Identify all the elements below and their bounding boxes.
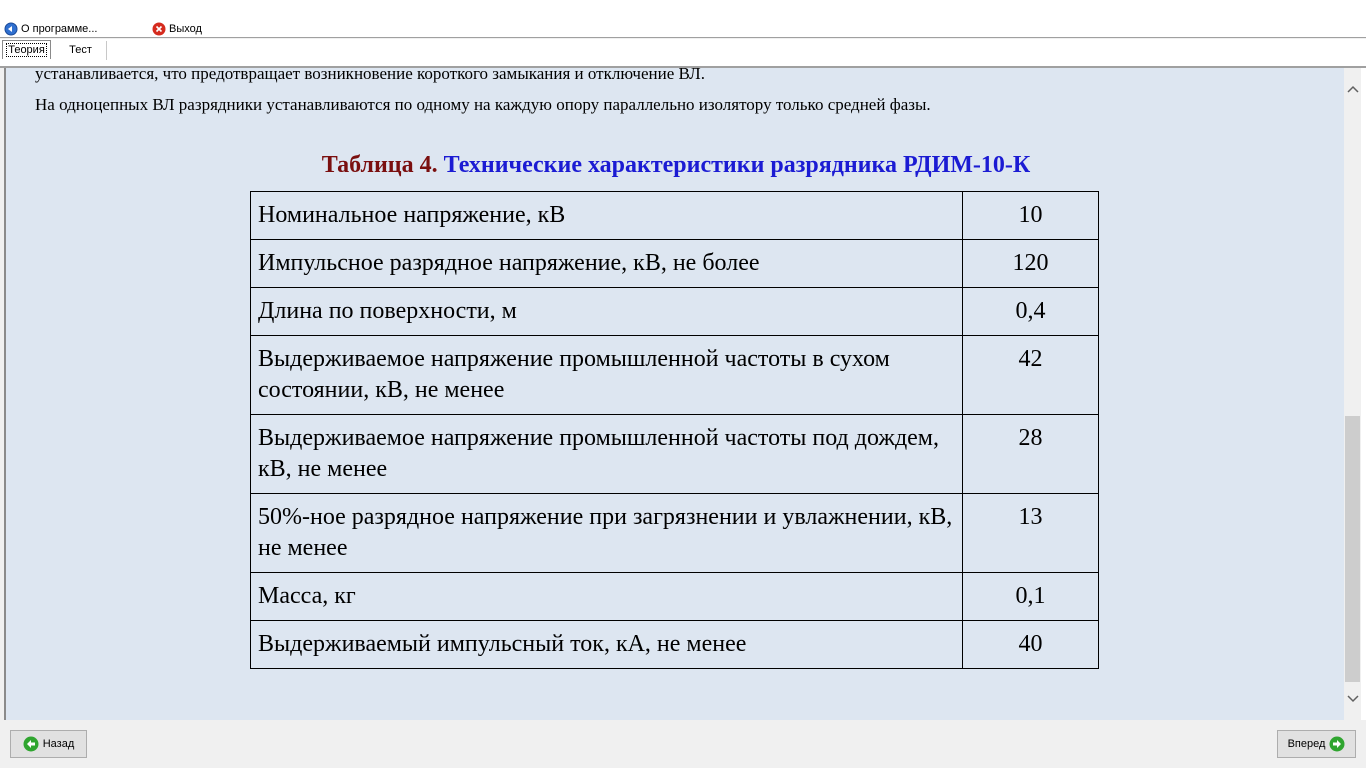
menu-bar: [0, 0, 1366, 38]
specs-table: [250, 191, 1099, 669]
table-cell-name: 50%-ное разрядное напряжение при загрязнении и увлажнении, кВ, не менее: [251, 494, 963, 573]
table-cell-value: 0,4: [963, 288, 1099, 336]
forward-button-label: Вперед: [1287, 738, 1326, 750]
scroll-up-button[interactable]: [1344, 80, 1361, 97]
table-row: [251, 240, 1099, 288]
tab-test-label: Тест: [69, 44, 92, 56]
arrow-left-circle-icon: [23, 736, 39, 752]
tab-strip: [0, 39, 1366, 66]
table-cell-value: 10: [963, 192, 1099, 240]
paragraph: На одноцепных ВЛ разрядники устанавливаются по одному на каждую опору параллельно изолятору только средней фазы.: [35, 95, 931, 114]
table-cell-value: 120: [963, 240, 1099, 288]
menu-item-exit-label: Выход: [169, 23, 202, 35]
table-cell-value: 28: [963, 415, 1099, 494]
table-cell-value: 40: [963, 621, 1099, 669]
menu-item-about-label: О программе...: [21, 23, 98, 35]
table-title: [6, 152, 1344, 179]
table-cell-value: 0,1: [963, 573, 1099, 621]
window-edge: [1361, 68, 1366, 720]
tab-theory[interactable]: [2, 40, 51, 59]
table-cell-name: Номинальное напряжение, кВ: [251, 192, 963, 240]
table-row: [251, 573, 1099, 621]
tab-theory-label: Теория: [8, 44, 45, 56]
table-title-text: Технические характеристики разрядника РДИМ-10-К: [443, 152, 1031, 178]
table-cell-name: Выдерживаемое напряжение промышленной частоты под дождем, кВ, не менее: [251, 415, 963, 494]
arrow-right-circle-icon: [1329, 736, 1345, 752]
table-cell-name: Выдерживаемое напряжение промышленной частоты в сухом состоянии, кВ, не менее: [251, 336, 963, 415]
chevron-down-icon: [1347, 695, 1359, 703]
forward-button[interactable]: [1277, 730, 1356, 758]
table-row: [251, 415, 1099, 494]
table-cell-value: 42: [963, 336, 1099, 415]
menu-item-about[interactable]: [4, 21, 97, 37]
table-cell-name: Длина по поверхности, м: [251, 288, 963, 336]
theory-content: [4, 68, 1344, 720]
menu-item-exit[interactable]: [152, 21, 202, 37]
table-cell-name: Импульсное разрядное напряжение, кВ, не более: [251, 240, 963, 288]
table-row: [251, 494, 1099, 573]
info-icon: [4, 22, 18, 36]
table-row: [251, 192, 1099, 240]
tab-test[interactable]: [55, 41, 107, 60]
paragraph: устанавливается, что предотвращает возникновение короткого замыкания и отключение ВЛ.: [35, 68, 705, 83]
table-title-prefix: Таблица 4.: [321, 152, 438, 178]
table-cell-name: Выдерживаемый импульсный ток, кА, не менее: [251, 621, 963, 669]
back-button-label: Назад: [42, 738, 75, 750]
table-cell-name: Масса, кг: [251, 573, 963, 621]
back-button[interactable]: [10, 730, 87, 758]
chevron-up-icon: [1347, 85, 1359, 93]
table-row: [251, 621, 1099, 669]
vertical-scrollbar[interactable]: [1344, 68, 1361, 720]
table-cell-value: 13: [963, 494, 1099, 573]
scroll-down-button[interactable]: [1344, 690, 1361, 707]
scrollbar-thumb[interactable]: [1345, 416, 1360, 682]
close-circle-icon: [152, 22, 166, 36]
table-row: [251, 288, 1099, 336]
table-row: [251, 336, 1099, 415]
navigation-bar: [0, 720, 1366, 768]
